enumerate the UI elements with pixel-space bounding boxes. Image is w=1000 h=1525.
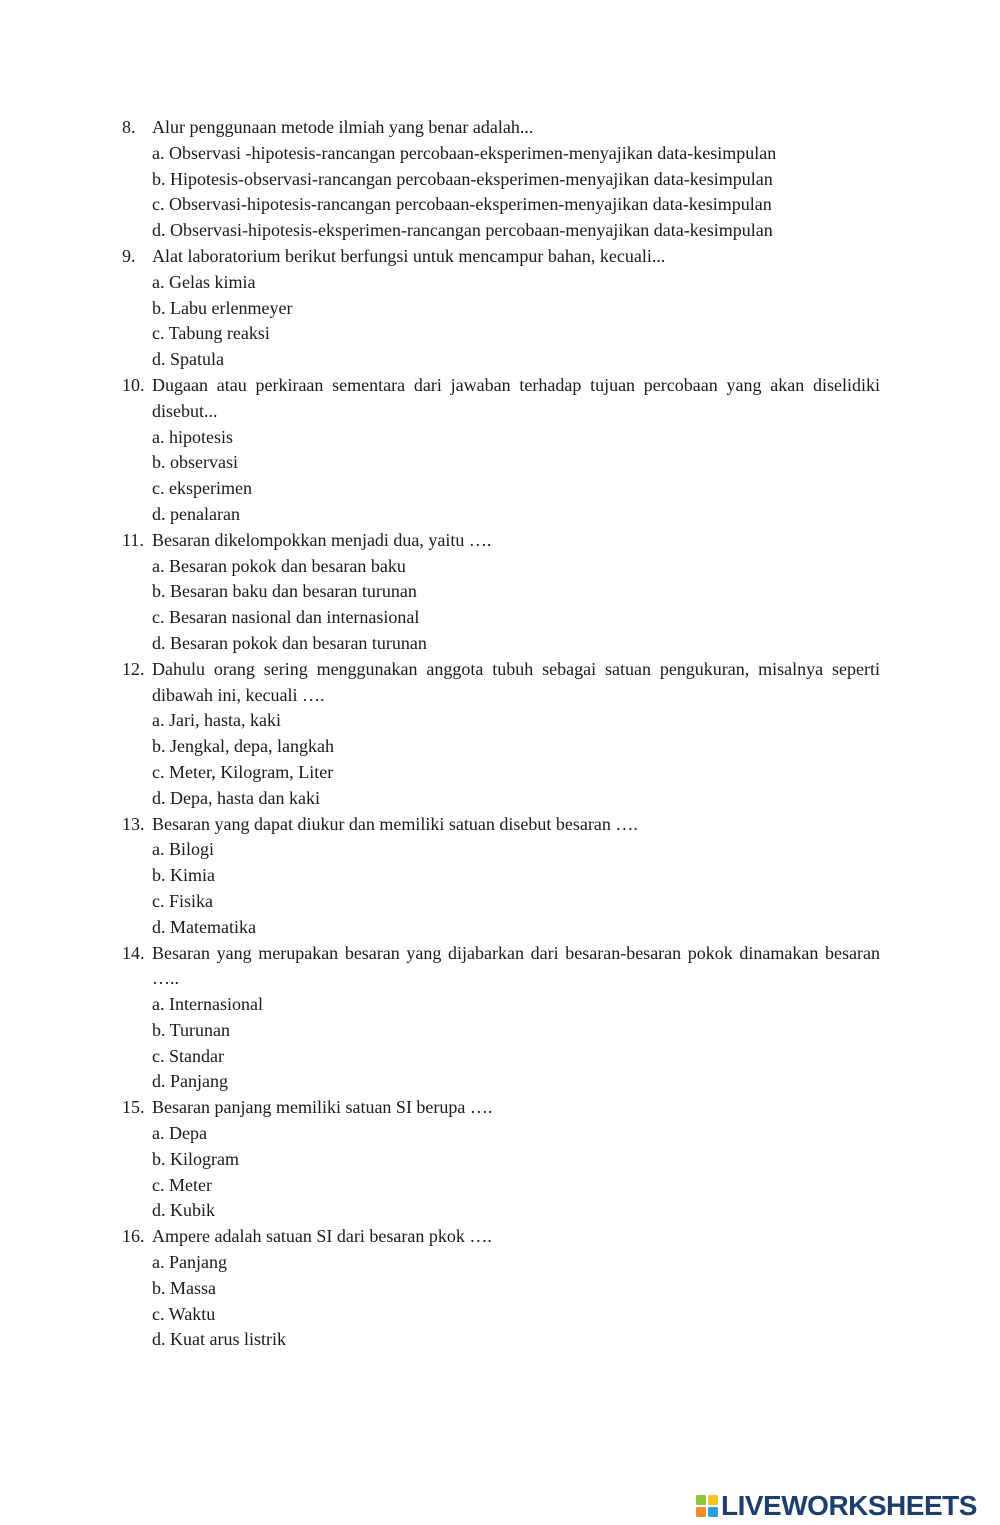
question-number: 15.	[122, 1097, 145, 1118]
question-number: 8.	[122, 117, 136, 137]
question-stem	[0, 657, 880, 709]
answer-option: c. Besaran nasional dan internasional	[152, 607, 420, 628]
answer-option: a. Besaran pokok dan besaran baku	[152, 555, 406, 576]
question-number: 9.	[122, 245, 136, 266]
question-3	[0, 373, 1000, 528]
question-text: Ampere adalah satuan SI dari besaran pkok ….	[152, 1226, 492, 1247]
answer-option: a. Internasional	[152, 994, 263, 1015]
question-stem	[0, 373, 880, 425]
question-text: Alur penggunaan metode ilmiah yang benar adalah...	[152, 117, 534, 137]
answer-option: d. penalaran	[152, 503, 240, 524]
question-8	[0, 1095, 1000, 1224]
answer-option: b. observasi	[152, 452, 238, 473]
answer-option: c. Tabung reaksi	[152, 323, 270, 344]
question-stem	[0, 941, 880, 993]
question-text: Besaran yang merupakan besaran yang dijabarkan dari besaran-besaran pokok dinamakan besaran …..	[152, 942, 880, 989]
question-6	[0, 812, 1000, 941]
answer-option: a. Depa	[152, 1123, 207, 1144]
question-text: Alat laboratorium berikut berfungsi untuk mencampur bahan, kecuali...	[152, 245, 666, 266]
answer-option: d. Kuat arus listrik	[152, 1329, 286, 1350]
answer-option: b. Kilogram	[152, 1148, 239, 1169]
question-stem	[0, 115, 880, 141]
question-stem	[0, 244, 880, 270]
answer-option: c. Observasi-hipotesis-rancangan percobaan-eksperimen-menyajikan data-kesimpulan	[152, 194, 772, 215]
answer-option: a. hipotesis	[152, 426, 233, 447]
question-number: 14.	[122, 942, 145, 963]
answer-option: b. Labu erlenmeyer	[152, 297, 293, 318]
liveworksheets-logo-icon	[696, 1495, 718, 1517]
brand-name: LIVEWORKSHEETS	[721, 1490, 977, 1521]
answer-option: a. Gelas kimia	[152, 271, 256, 292]
answer-option: d. Depa, hasta dan kaki	[152, 787, 320, 808]
answer-option: a. Bilogi	[152, 839, 214, 860]
question-stem	[0, 812, 880, 838]
answer-option: d. Besaran pokok dan besaran turunan	[152, 632, 427, 653]
answer-option: c. Meter, Kilogram, Liter	[152, 761, 334, 782]
answer-option: c. Standar	[152, 1045, 224, 1066]
question-number: 16.	[122, 1226, 145, 1247]
answer-option: b. Jengkal, depa, langkah	[152, 736, 334, 757]
answer-option: b. Besaran baku dan besaran turunan	[152, 581, 417, 602]
question-number: 10.	[122, 374, 145, 395]
answer-option: d. Observasi-hipotesis-eksperimen-rancangan percobaan-menyajikan data-kesimpulan	[152, 220, 773, 241]
answer-option: d. Panjang	[152, 1071, 228, 1092]
question-text: Dahulu orang sering menggunakan anggota tubuh sebagai satuan pengukuran, misalnya seperti dibawah ini, kecuali ….	[152, 658, 880, 705]
question-stem	[0, 1095, 880, 1121]
answer-option: a. Jari, hasta, kaki	[152, 710, 281, 731]
question-1	[0, 115, 1000, 244]
answer-option: d. Spatula	[152, 349, 224, 370]
answer-option: a. Panjang	[152, 1252, 227, 1273]
answer-option: b. Turunan	[152, 1019, 231, 1040]
answer-option: c. Fisika	[152, 890, 213, 911]
liveworksheets-brand	[696, 1489, 977, 1523]
answer-option: c. Meter	[152, 1174, 212, 1195]
question-4	[0, 528, 1000, 657]
question-2	[0, 244, 1000, 373]
question-7	[0, 941, 1000, 1096]
answer-option: c. Waktu	[152, 1303, 216, 1324]
question-text: Besaran dikelompokkan menjadi dua, yaitu ….	[152, 529, 492, 550]
question-text: Besaran yang dapat diukur dan memiliki satuan disebut besaran ….	[152, 813, 638, 834]
answer-option: d. Kubik	[152, 1200, 215, 1221]
question-stem	[0, 1224, 880, 1250]
question-number: 12.	[122, 658, 145, 679]
question-number: 11.	[122, 529, 144, 550]
worksheet-body	[0, 115, 1000, 1353]
question-stem	[0, 528, 880, 554]
question-9	[0, 1224, 1000, 1353]
answer-option: b. Kimia	[152, 865, 215, 886]
answer-option: b. Massa	[152, 1277, 216, 1298]
answer-option: d. Matematika	[152, 916, 256, 937]
question-text: Besaran panjang memiliki satuan SI berupa ….	[152, 1097, 493, 1118]
answer-option: b. Hipotesis-observasi-rancangan percobaan-eksperimen-menyajikan data-kesimpulan	[152, 168, 773, 189]
answer-option: a. Observasi -hipotesis-rancangan percobaan-eksperimen-menyajikan data-kesimpulan	[152, 142, 777, 163]
question-5	[0, 657, 1000, 812]
question-number: 13.	[122, 813, 145, 834]
answer-option: c. eksperimen	[152, 478, 252, 499]
question-text: Dugaan atau perkiraan sementara dari jawaban terhadap tujuan percobaan yang akan diselidiki disebut...	[152, 374, 880, 421]
